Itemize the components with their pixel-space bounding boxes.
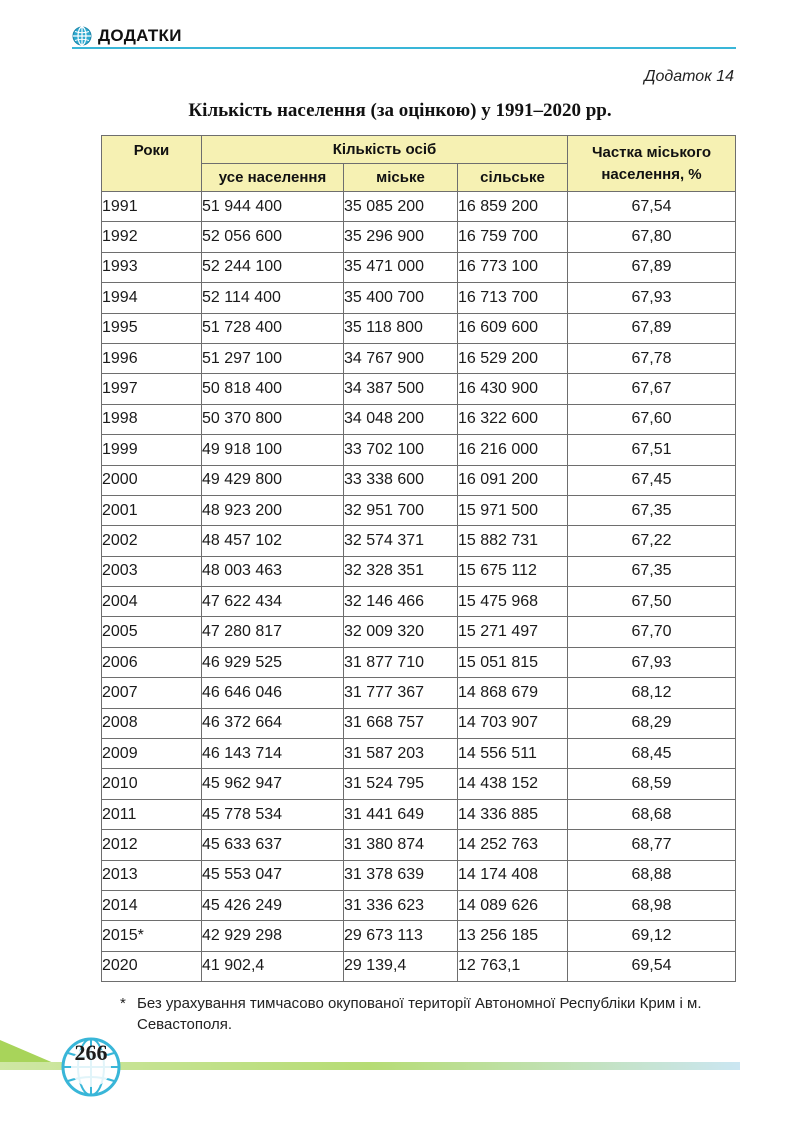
table-row [102, 343, 736, 373]
cell-year: 1993 [102, 252, 202, 282]
cell-urban-share: 68,12 [568, 678, 736, 708]
cell-rural: 16 859 200 [458, 192, 568, 222]
section-header [72, 26, 182, 46]
table-row [102, 404, 736, 434]
cell-rural: 15 051 815 [458, 647, 568, 677]
cell-urban-share: 69,54 [568, 951, 736, 981]
cell-total: 48 923 200 [202, 495, 344, 525]
cell-year: 1996 [102, 343, 202, 373]
appendix-label: Додаток 14 [644, 68, 734, 85]
cell-urban-share: 68,45 [568, 739, 736, 769]
cell-urban-share: 67,78 [568, 343, 736, 373]
cell-year: 1991 [102, 192, 202, 222]
cell-urban: 29 673 113 [344, 921, 458, 951]
cell-urban-share: 68,98 [568, 890, 736, 920]
cell-urban-share: 67,89 [568, 313, 736, 343]
cell-rural: 16 759 700 [458, 222, 568, 252]
cell-total: 52 114 400 [202, 283, 344, 313]
cell-total: 46 372 664 [202, 708, 344, 738]
cell-urban-share: 68,68 [568, 799, 736, 829]
cell-rural: 14 438 152 [458, 769, 568, 799]
cell-urban-share: 67,67 [568, 374, 736, 404]
table-row [102, 678, 736, 708]
cell-urban: 35 471 000 [344, 252, 458, 282]
cell-year: 1998 [102, 404, 202, 434]
cell-year: 2009 [102, 739, 202, 769]
cell-urban-share: 67,45 [568, 465, 736, 495]
cell-total: 46 143 714 [202, 739, 344, 769]
cell-rural: 15 971 500 [458, 495, 568, 525]
cell-year: 2008 [102, 708, 202, 738]
cell-rural: 15 675 112 [458, 556, 568, 586]
cell-urban: 35 085 200 [344, 192, 458, 222]
table-row [102, 708, 736, 738]
cell-urban: 32 574 371 [344, 526, 458, 556]
cell-year: 1992 [102, 222, 202, 252]
cell-rural: 16 430 900 [458, 374, 568, 404]
cell-total: 46 646 046 [202, 678, 344, 708]
cell-total: 49 429 800 [202, 465, 344, 495]
cell-urban-share: 68,88 [568, 860, 736, 890]
cell-year: 1994 [102, 283, 202, 313]
table-row [102, 587, 736, 617]
cell-total: 48 457 102 [202, 526, 344, 556]
cell-urban-share: 67,89 [568, 252, 736, 282]
table-row [102, 951, 736, 981]
cell-year: 2006 [102, 647, 202, 677]
cell-year: 2013 [102, 860, 202, 890]
cell-total: 46 929 525 [202, 647, 344, 677]
cell-urban-share: 67,70 [568, 617, 736, 647]
cell-rural: 16 322 600 [458, 404, 568, 434]
cell-urban: 31 777 367 [344, 678, 458, 708]
cell-rural: 14 336 885 [458, 799, 568, 829]
cell-urban-share: 67,54 [568, 192, 736, 222]
cell-urban-share: 67,60 [568, 404, 736, 434]
cell-total: 49 918 100 [202, 435, 344, 465]
cell-total: 51 297 100 [202, 343, 344, 373]
cell-year: 2003 [102, 556, 202, 586]
table-row [102, 799, 736, 829]
cell-urban: 35 296 900 [344, 222, 458, 252]
table-row [102, 374, 736, 404]
table-row [102, 465, 736, 495]
cell-urban: 35 400 700 [344, 283, 458, 313]
table-row [102, 495, 736, 525]
cell-rural: 16 091 200 [458, 465, 568, 495]
cell-total: 48 003 463 [202, 556, 344, 586]
cell-total: 45 633 637 [202, 830, 344, 860]
table-row [102, 617, 736, 647]
cell-urban-share: 67,80 [568, 222, 736, 252]
cell-urban: 31 380 874 [344, 830, 458, 860]
cell-rural: 12 763,1 [458, 951, 568, 981]
cell-rural: 16 216 000 [458, 435, 568, 465]
cell-year: 2010 [102, 769, 202, 799]
table-row [102, 283, 736, 313]
cell-rural: 16 773 100 [458, 252, 568, 282]
cell-rural: 15 271 497 [458, 617, 568, 647]
cell-rural: 15 882 731 [458, 526, 568, 556]
header-urban-share: Частка міського населення, % [568, 136, 736, 192]
cell-urban-share: 67,22 [568, 526, 736, 556]
cell-urban: 34 048 200 [344, 404, 458, 434]
cell-rural: 14 703 907 [458, 708, 568, 738]
cell-urban-share: 68,59 [568, 769, 736, 799]
cell-urban-share: 69,12 [568, 921, 736, 951]
cell-urban: 31 378 639 [344, 860, 458, 890]
cell-urban: 29 139,4 [344, 951, 458, 981]
footnote [120, 993, 740, 1035]
cell-total: 47 280 817 [202, 617, 344, 647]
cell-rural: 13 256 185 [458, 921, 568, 951]
cell-urban: 33 702 100 [344, 435, 458, 465]
cell-total: 50 370 800 [202, 404, 344, 434]
cell-urban-share: 67,93 [568, 647, 736, 677]
cell-rural: 14 556 511 [458, 739, 568, 769]
table-row [102, 435, 736, 465]
cell-urban: 32 146 466 [344, 587, 458, 617]
cell-urban: 31 524 795 [344, 769, 458, 799]
header-urban: міське [344, 164, 458, 192]
cell-total: 52 244 100 [202, 252, 344, 282]
table-row [102, 890, 736, 920]
table-row [102, 739, 736, 769]
cell-total: 42 929 298 [202, 921, 344, 951]
table-row [102, 556, 736, 586]
table-row [102, 647, 736, 677]
cell-year: 2015* [102, 921, 202, 951]
cell-total: 41 902,4 [202, 951, 344, 981]
cell-rural: 16 713 700 [458, 283, 568, 313]
cell-urban: 34 767 900 [344, 343, 458, 373]
cell-total: 52 056 600 [202, 222, 344, 252]
cell-year: 2020 [102, 951, 202, 981]
section-title: ДОДАТКИ [98, 26, 182, 45]
header-rural: сільське [458, 164, 568, 192]
table-row [102, 830, 736, 860]
table-body [102, 192, 736, 982]
cell-urban: 31 668 757 [344, 708, 458, 738]
footnote-text: Без урахування тимчасово окупованої території Автономної Республіки Крим і м. Севастополя. [137, 995, 702, 1033]
cell-urban-share: 67,50 [568, 587, 736, 617]
cell-year: 2007 [102, 678, 202, 708]
table-row [102, 192, 736, 222]
cell-year: 1995 [102, 313, 202, 343]
cell-urban: 31 877 710 [344, 647, 458, 677]
cell-urban-share: 67,35 [568, 556, 736, 586]
table-title: Кількість населення (за оцінкою) у 1991–2020 рр. [188, 100, 612, 121]
cell-total: 45 962 947 [202, 769, 344, 799]
cell-rural: 14 089 626 [458, 890, 568, 920]
cell-total: 45 426 249 [202, 890, 344, 920]
cell-year: 2011 [102, 799, 202, 829]
table-row [102, 526, 736, 556]
cell-total: 45 553 047 [202, 860, 344, 890]
cell-year: 2000 [102, 465, 202, 495]
cell-year: 1999 [102, 435, 202, 465]
cell-urban: 32 951 700 [344, 495, 458, 525]
cell-urban-share: 67,51 [568, 435, 736, 465]
cell-urban: 31 336 623 [344, 890, 458, 920]
cell-urban-share: 67,93 [568, 283, 736, 313]
globe-icon [72, 26, 92, 46]
cell-year: 2014 [102, 890, 202, 920]
cell-urban-share: 68,77 [568, 830, 736, 860]
table-row [102, 921, 736, 951]
cell-total: 50 818 400 [202, 374, 344, 404]
table-row [102, 769, 736, 799]
cell-urban: 31 441 649 [344, 799, 458, 829]
cell-year: 2004 [102, 587, 202, 617]
cell-year: 2005 [102, 617, 202, 647]
cell-total: 51 728 400 [202, 313, 344, 343]
cell-urban: 31 587 203 [344, 739, 458, 769]
cell-year: 1997 [102, 374, 202, 404]
table-row [102, 313, 736, 343]
cell-year: 2001 [102, 495, 202, 525]
cell-rural: 16 529 200 [458, 343, 568, 373]
cell-year: 2012 [102, 830, 202, 860]
cell-urban-share: 67,35 [568, 495, 736, 525]
header-years: Роки [102, 136, 202, 192]
cell-total: 45 778 534 [202, 799, 344, 829]
cell-rural: 14 174 408 [458, 860, 568, 890]
cell-urban: 34 387 500 [344, 374, 458, 404]
cell-rural: 15 475 968 [458, 587, 568, 617]
cell-rural: 14 868 679 [458, 678, 568, 708]
cell-total: 47 622 434 [202, 587, 344, 617]
cell-urban: 33 338 600 [344, 465, 458, 495]
cell-rural: 16 609 600 [458, 313, 568, 343]
cell-urban: 32 009 320 [344, 617, 458, 647]
cell-urban: 32 328 351 [344, 556, 458, 586]
population-table [101, 135, 736, 982]
cell-total: 51 944 400 [202, 192, 344, 222]
cell-year: 2002 [102, 526, 202, 556]
header-total: усе населення [202, 164, 344, 192]
cell-urban: 35 118 800 [344, 313, 458, 343]
table-row [102, 860, 736, 890]
header-count-group: Кількість осіб [202, 136, 568, 164]
cell-urban-share: 68,29 [568, 708, 736, 738]
table-row [102, 252, 736, 282]
page-number: 266 [74, 1040, 108, 1065]
header-divider [72, 47, 736, 49]
cell-rural: 14 252 763 [458, 830, 568, 860]
footnote-marker: * [120, 995, 126, 1012]
table-row [102, 222, 736, 252]
